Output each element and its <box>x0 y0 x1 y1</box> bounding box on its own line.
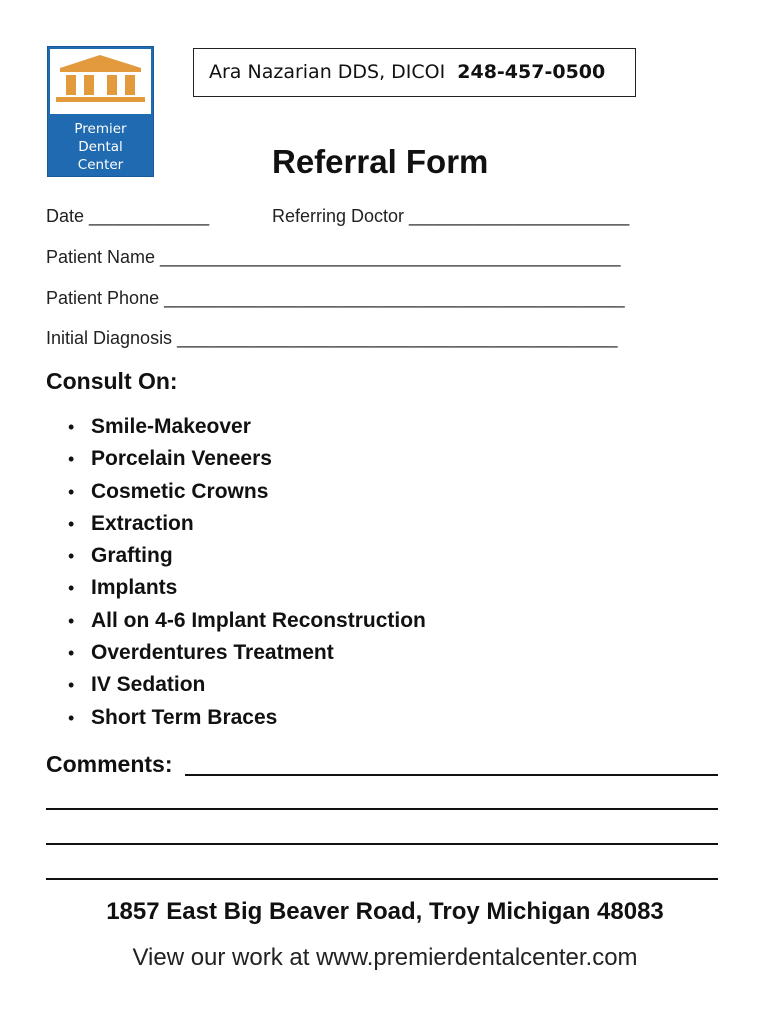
page-title: Referral Form <box>272 143 489 180</box>
list-item <box>68 511 426 543</box>
list-item <box>68 608 426 640</box>
bullet-icon: • <box>68 546 75 567</box>
date-field[interactable]: Date ____________ <box>46 206 210 226</box>
building-columns-icon <box>50 49 151 114</box>
list-item <box>68 446 426 478</box>
practice-logo <box>47 46 154 177</box>
consult-item-label: Short Term Braces <box>91 705 278 729</box>
practice-address: 1857 East Big Beaver Road, Troy Michigan 48083 <box>106 898 664 925</box>
consult-heading: Consult On: <box>46 368 178 394</box>
comment-line-3[interactable] <box>46 843 718 845</box>
list-item <box>68 640 426 672</box>
consult-list <box>68 414 426 737</box>
initial-diagnosis-field[interactable]: Initial Diagnosis ____________________________________________ <box>46 328 618 348</box>
consult-item-label: Implants <box>91 576 178 600</box>
consult-item-label: IV Sedation <box>91 673 206 697</box>
doctor-name: Ara Nazarian DDS, DICOI <box>209 61 446 83</box>
bullet-icon: • <box>68 643 75 664</box>
bullet-icon: • <box>68 610 75 631</box>
list-item <box>68 672 426 704</box>
phone-number: 248-457-0500 <box>457 61 606 83</box>
logo-name <box>48 120 153 174</box>
comment-line-4[interactable] <box>46 878 718 880</box>
logo-line-2: Dental <box>78 139 123 155</box>
bullet-icon: • <box>68 578 75 599</box>
bullet-icon: • <box>68 675 75 696</box>
comment-line-2[interactable] <box>46 808 718 810</box>
list-item <box>68 414 426 446</box>
consult-item-label: All on 4-6 Implant Reconstruction <box>91 608 426 632</box>
bullet-icon: • <box>68 481 75 502</box>
patient-name-field[interactable]: Patient Name ______________________________________________ <box>46 247 621 267</box>
patient-phone-field[interactable]: Patient Phone ______________________________________________ <box>46 288 625 308</box>
logo-line-3: Center <box>77 157 124 173</box>
bullet-icon: • <box>68 449 75 470</box>
consult-item-label: Extraction <box>91 511 194 535</box>
doctor-header-box <box>193 48 636 97</box>
consult-item-label: Overdentures Treatment <box>91 641 334 665</box>
bullet-icon: • <box>68 417 75 437</box>
consult-item-label: Cosmetic Crowns <box>91 479 269 503</box>
list-item <box>68 705 426 737</box>
bullet-icon: • <box>68 707 75 728</box>
comments-heading: Comments: <box>46 751 173 777</box>
comment-line-1[interactable] <box>185 774 718 776</box>
logo-line-1: Premier <box>74 121 127 137</box>
list-item <box>68 543 426 575</box>
consult-item-label: Smile-Makeover <box>91 415 251 438</box>
list-item <box>68 479 426 511</box>
list-item <box>68 575 426 607</box>
bullet-icon: • <box>68 513 75 534</box>
website-text: View our work at www.premierdentalcenter.com <box>132 944 638 971</box>
consult-item-label: Porcelain Veneers <box>91 447 272 471</box>
referring-doctor-field[interactable]: Referring Doctor ______________________ <box>272 206 630 226</box>
consult-item-label: Grafting <box>91 544 173 568</box>
